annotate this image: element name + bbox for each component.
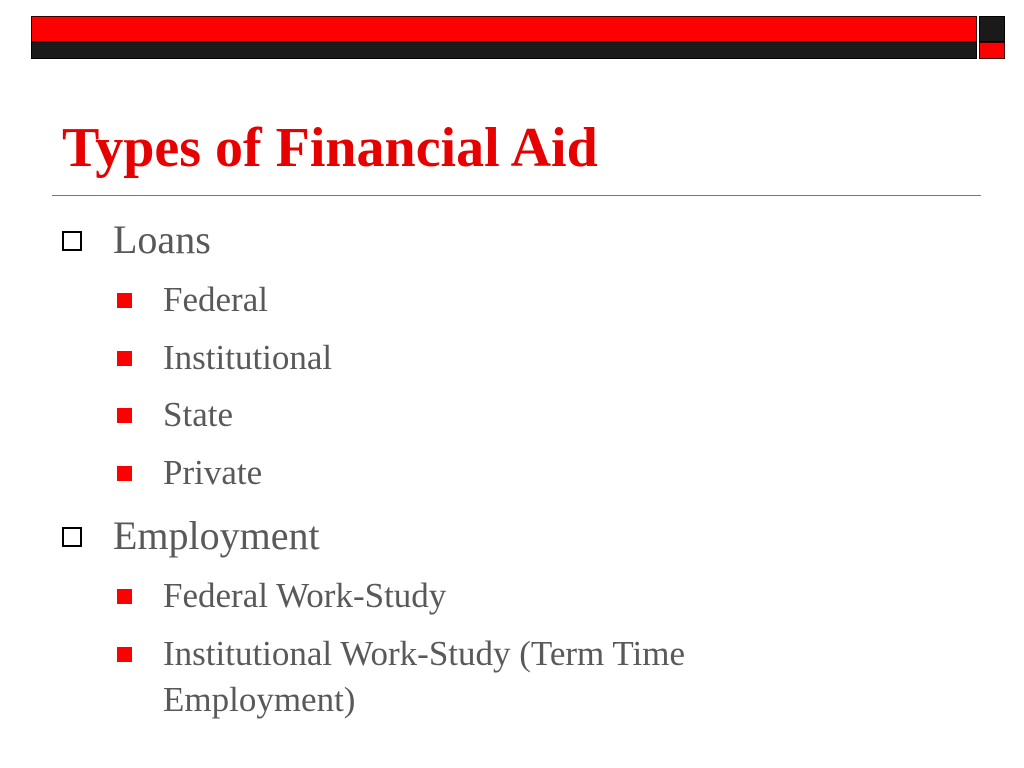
sub-bullet-state: State <box>163 395 233 434</box>
red-square-icon <box>117 647 132 662</box>
red-square-icon <box>117 293 132 308</box>
sub-bullet-federal: Federal <box>163 280 268 319</box>
sub-bullet-federal-work-study: Federal Work-Study <box>163 576 447 615</box>
hollow-square-icon <box>62 231 82 251</box>
slide-title: Types of Financial Aid <box>62 117 598 179</box>
red-square-icon <box>117 589 132 604</box>
sub-bullet-institutional-work-study: Institutional Work-Study (Term Time <box>163 634 686 673</box>
red-square-icon <box>117 466 132 481</box>
bullet-loans: Loans <box>113 217 211 262</box>
sub-bullet-institutional-work-study-continued: Employment) <box>163 680 356 719</box>
red-square-icon <box>117 351 132 366</box>
red-square-icon <box>117 408 132 423</box>
sub-bullet-private: Private <box>163 453 263 492</box>
bullet-employment: Employment <box>113 513 320 558</box>
hollow-square-icon <box>62 527 82 547</box>
sub-bullet-institutional: Institutional <box>163 338 333 377</box>
